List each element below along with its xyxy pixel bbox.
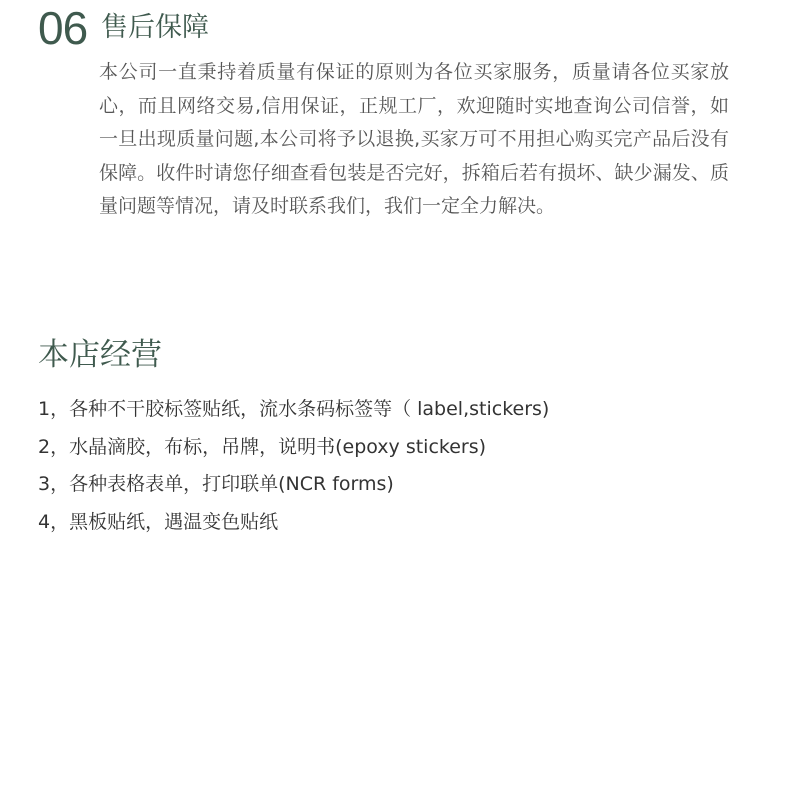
- list-item: 2，水晶滴胶，布标，吊牌，说明书(epoxy stickers): [38, 435, 487, 458]
- list-item: 3，各种表格表单，打印联单(NCR forms): [38, 473, 394, 495]
- section-number: 06: [38, 2, 88, 54]
- after-sales-title: 售后保障: [101, 12, 209, 43]
- list-item: 4，黑板贴纸，遇温变色贴纸: [38, 510, 279, 533]
- list-item: 1，各种不干胶标签贴纸，流水条码标签等（ label,stickers): [38, 398, 550, 420]
- store-business-title: 本店经营: [38, 337, 162, 373]
- store-business-list: [38, 391, 549, 541]
- after-sales-text: 本公司一直秉持着质量有保证的原则为各位买家服务，质量请各位买家放心，而且网络交易,信用保证，正规工厂，欢迎随时实地查询公司信誉，如一旦出现质量问题,本公司将予以退换,买家万可不用担心购买完产品后没有保障。收件时请您仔细查看包装是否完好，拆箱后若有损坏、缺少漏发、质量问题等情况，请及时联系我们，我们一定全力解决。: [99, 61, 729, 218]
